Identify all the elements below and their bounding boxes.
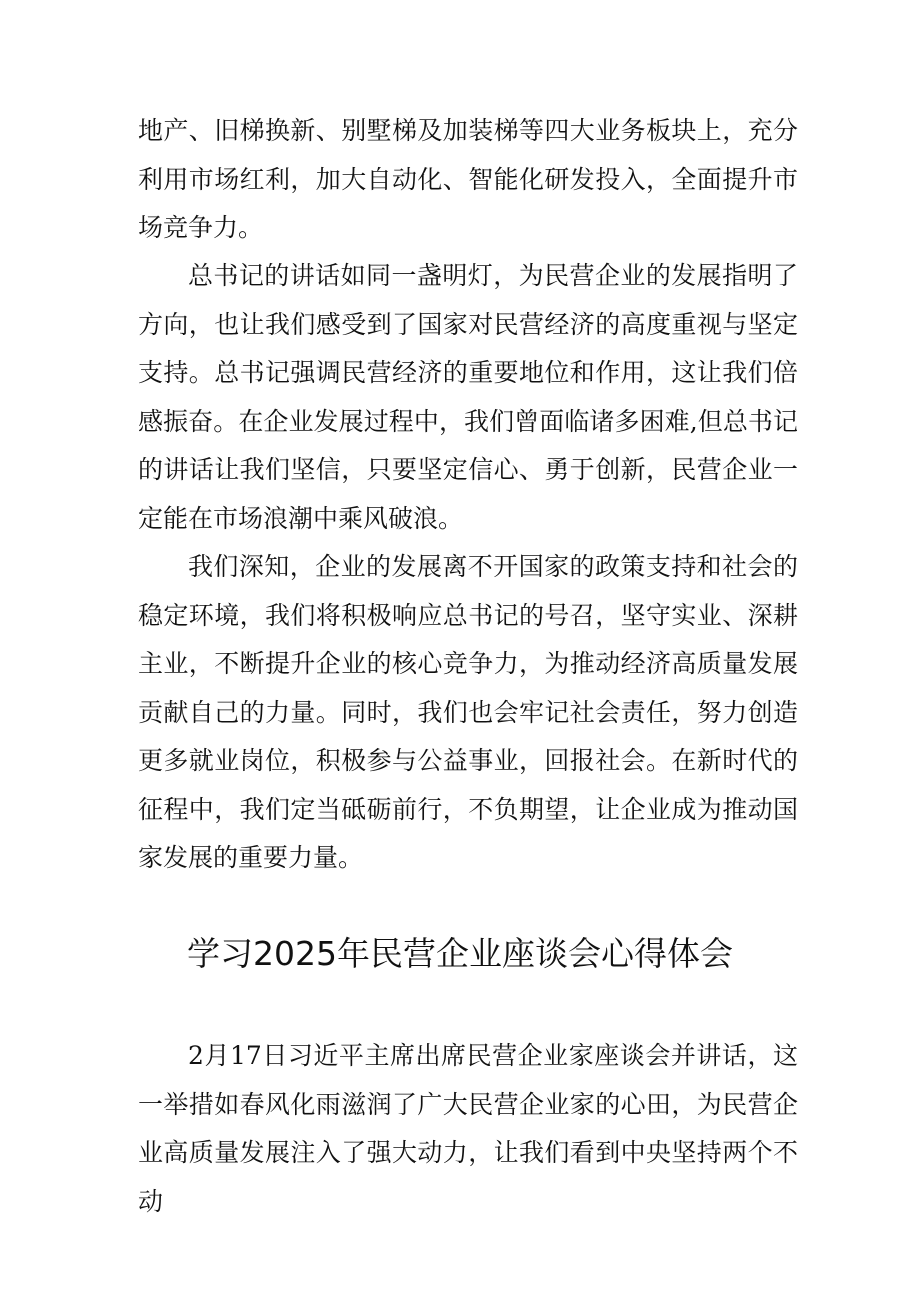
section-title: 学习2025年民营企业座谈会心得体会 xyxy=(187,934,733,973)
body-paragraph-1: 地产、旧梯换新、别墅梯及加装梯等四大业务板块上，充分利用市场红利，加大自动化、智能化研发投入，全面提升市场竞争力。 xyxy=(138,116,798,242)
body-paragraph-4: 2月17日习近平主席出席民营企业家座谈会并讲话，这一举措如春风化雨滋润了广大民营企业家的心田，为民营企业高质量发展注入了强大动力，让我们看到中央坚持两个不动 xyxy=(138,1041,798,1216)
body-paragraph-3: 我们深知，企业的发展离不开国家的政策支持和社会的稳定环境，我们将积极响应总书记的号召，坚守实业、深耕主业，不断提升企业的核心竞争力，为推动经济高质量发展贡献自己的力量。同时，我们也会牢记社会责任，努力创造更多就业岗位，积极参与公益事业，回报社会。在新时代的征程中，我们定当砥砺前行，不负期望，让企业成为推动国家发展的重要力量。 xyxy=(138,552,798,872)
body-paragraph-2: 总书记的讲话如同一盏明灯，为民营企业的发展指明了方向，也让我们感受到了国家对民营经济的高度重视与坚定支持。总书记强调民营经济的重要地位和作用，这让我们倍感振奋。在企业发展过程中，我们曾面临诸多困难,但总书记的讲话让我们坚信，只要坚定信心、勇于创新，民营企业一定能在市场浪潮中乘风破浪。 xyxy=(138,261,798,533)
